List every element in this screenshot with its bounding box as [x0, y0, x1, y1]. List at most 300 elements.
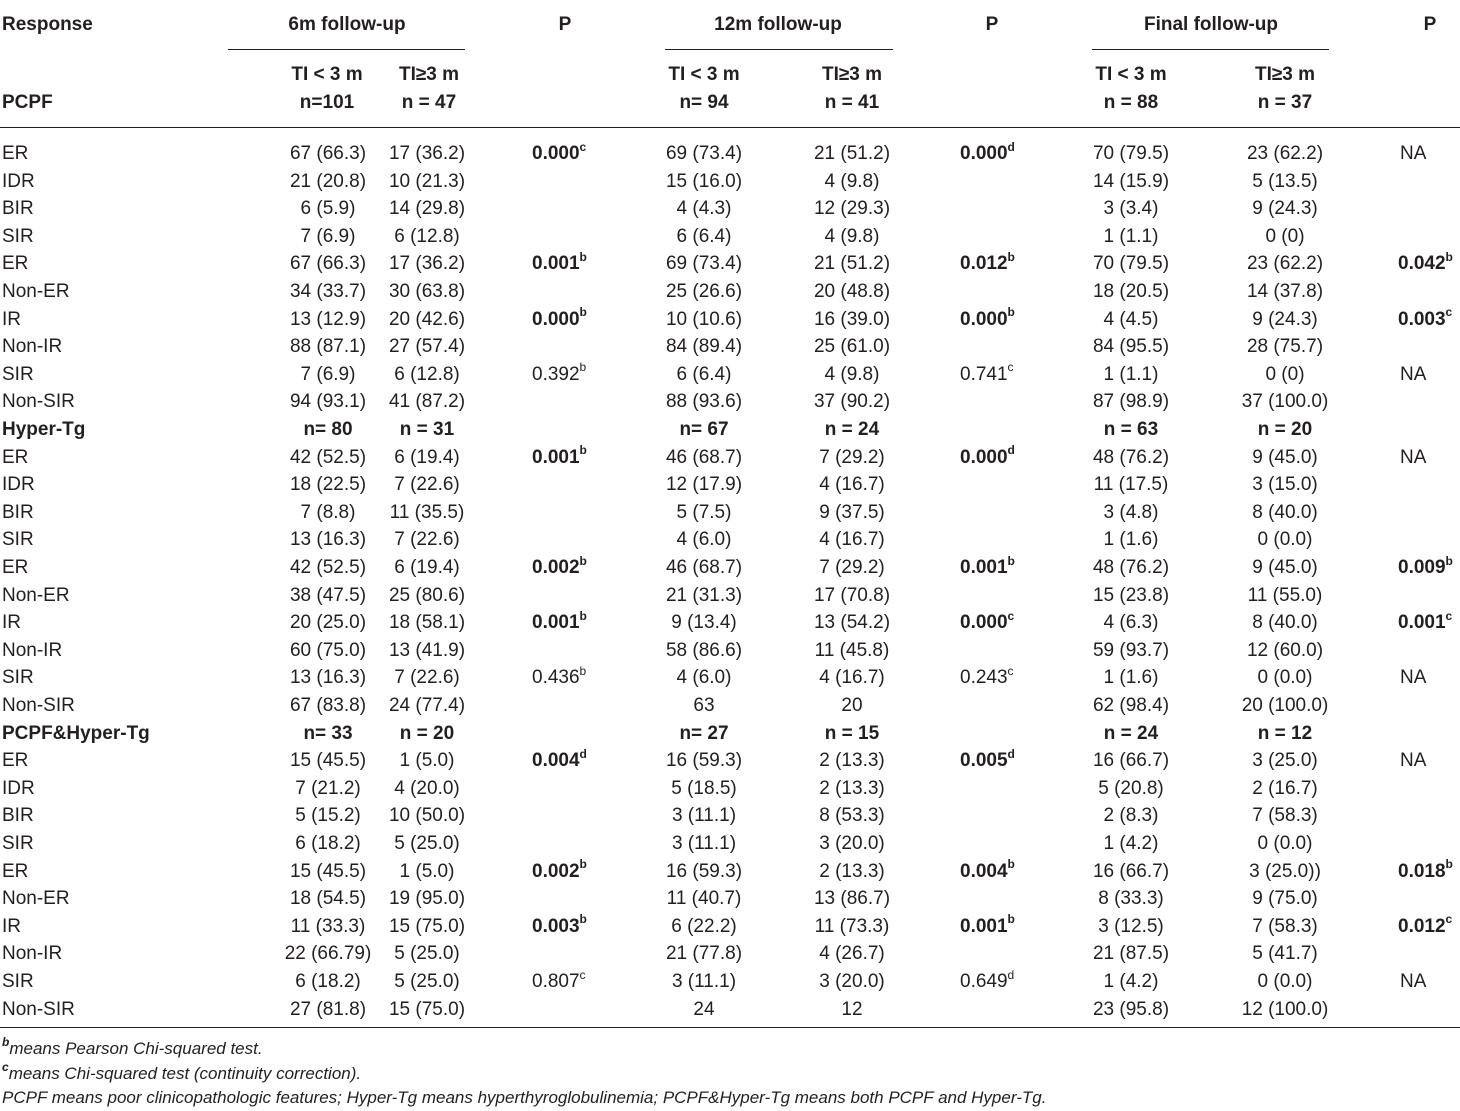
value-cell: 2 (13.3): [819, 750, 885, 772]
table-row: [0, 361, 1460, 389]
value-cell: 3 (11.1): [671, 971, 737, 992]
row-label: ER: [2, 253, 29, 275]
value-cell: 18 (54.5): [289, 888, 367, 910]
value-cell: 21 (20.8): [289, 170, 367, 192]
p-value-cell: [960, 250, 1015, 278]
value-cell: 1 (1.6): [1103, 529, 1159, 551]
value-cell: 8 (40.0): [1252, 501, 1318, 523]
group-n-cell: n = 63: [1103, 419, 1159, 440]
p-value: 0.000: [960, 446, 1008, 468]
table-row: [0, 471, 1460, 499]
value-cell: 41 (87.2): [388, 391, 466, 413]
value-cell: 9 (45.0): [1252, 446, 1318, 468]
p-value: 0.001: [960, 557, 1008, 578]
p-value-test-mark: b: [579, 857, 587, 872]
header-final-follow-up: Final follow-up: [1143, 14, 1279, 35]
value-cell: 5 (25.0): [394, 971, 460, 992]
p-value: 0.005: [960, 750, 1008, 772]
rule-12m: [665, 49, 893, 50]
p-value: 0.000: [960, 612, 1008, 634]
value-cell: 37 (90.2): [813, 391, 891, 413]
value-cell: 88 (93.6): [665, 391, 743, 413]
p-value-cell: [1398, 250, 1453, 278]
n-pcpf-lt-6m: n=101: [299, 92, 355, 113]
p-value-test-mark: b: [1007, 553, 1015, 568]
p-value-cell: [960, 913, 1015, 941]
value-cell: 70 (79.5): [1092, 143, 1170, 164]
table-row: [0, 250, 1460, 278]
value-cell: 20: [841, 695, 863, 716]
n-pcpf-lt-final: n = 88: [1103, 92, 1159, 113]
group-n-cell: n = 20: [1257, 419, 1313, 440]
row-label: SIR: [2, 225, 34, 247]
header-p-final: P: [1423, 14, 1437, 35]
value-cell: 4 (9.8): [824, 170, 880, 192]
footnote-c-mark: c: [2, 1060, 9, 1075]
row-label: IR: [2, 612, 21, 634]
p-value-test-mark: c: [1445, 608, 1453, 623]
value-cell: 15 (23.8): [1092, 584, 1170, 606]
p-value-cell: [532, 968, 586, 996]
n-pcpf-lt-12m: n= 94: [679, 92, 729, 113]
value-cell: 42 (52.5): [289, 446, 367, 468]
value-cell: 10 (10.6): [665, 308, 743, 330]
p-value-test-mark: b: [1445, 857, 1453, 872]
value-cell: 8 (33.3): [1098, 888, 1164, 910]
value-cell: 7 (58.3): [1252, 915, 1318, 937]
value-cell: 7 (6.9): [300, 363, 356, 385]
value-cell: 11 (35.5): [389, 501, 465, 523]
p-value-test-mark: b: [1007, 857, 1015, 872]
p-value-test-mark: b: [1007, 250, 1015, 265]
group-n-cell: n = 24: [824, 419, 880, 440]
value-cell: 11 (73.3): [814, 915, 890, 937]
value-cell: 23 (62.2): [1246, 143, 1324, 164]
row-label: Non-ER: [2, 584, 70, 606]
row-label: ER: [2, 446, 29, 468]
p-value-cell: [532, 361, 586, 389]
value-cell: 6 (19.4): [394, 446, 460, 468]
value-cell: 18 (22.5): [289, 474, 367, 496]
table-row: [0, 609, 1460, 637]
row-label: BIR: [2, 805, 34, 827]
value-cell: 25 (80.6): [388, 584, 466, 606]
header-12m-follow-up: 12m follow-up: [714, 14, 842, 35]
value-cell: 15 (16.0): [665, 170, 743, 192]
row-label: ER: [2, 860, 29, 882]
section-label: Hyper-Tg: [2, 419, 86, 440]
row-label: ER: [2, 143, 29, 164]
p-value-cell: [532, 554, 587, 582]
p-value-test-mark: b: [579, 360, 587, 375]
p-value-cell: [1398, 306, 1452, 334]
table-row: [0, 692, 1460, 720]
value-cell: 6 (18.2): [295, 833, 361, 854]
value-cell: 30 (63.8): [388, 281, 466, 302]
value-cell: 6 (19.4): [394, 557, 460, 578]
value-cell: 17 (70.8): [813, 584, 891, 606]
value-cell: 16 (59.3): [665, 860, 743, 882]
p-value: NA: [1400, 971, 1427, 992]
table-row: [0, 885, 1460, 913]
header-ti-lt-6m: TI < 3 m: [291, 64, 363, 85]
group-n-cell: n = 24: [1103, 722, 1159, 744]
section-label: PCPF&Hyper-Tg: [2, 722, 150, 744]
p-value: 0.004: [960, 860, 1008, 882]
table-row: [0, 195, 1460, 223]
p-value-test-mark: b: [579, 443, 587, 458]
p-value-cell: [532, 913, 587, 941]
table-row: [0, 664, 1460, 692]
table-row: [0, 333, 1460, 361]
value-cell: 2 (13.3): [819, 777, 885, 799]
value-cell: 3 (3.4): [1103, 198, 1159, 220]
table-row: [0, 940, 1460, 968]
table-row: [0, 223, 1460, 251]
value-cell: 13 (54.2): [813, 612, 891, 634]
value-cell: 5 (15.2): [295, 805, 361, 827]
p-value-cell: [1400, 140, 1426, 168]
table-row: [0, 858, 1460, 886]
p-value-test-mark: b: [579, 912, 587, 927]
row-label: Non-IR: [2, 639, 63, 661]
value-cell: 7 (22.6): [394, 667, 460, 689]
value-cell: 20 (42.6): [388, 308, 466, 330]
value-cell: 63: [693, 695, 715, 716]
value-cell: 20 (25.0): [289, 612, 367, 634]
table-row: [0, 388, 1460, 416]
row-label: IDR: [2, 777, 35, 799]
value-cell: 25 (61.0): [813, 336, 891, 358]
row-label: Non-SIR: [2, 391, 75, 413]
value-cell: 3 (15.0): [1252, 474, 1318, 496]
value-cell: 25 (26.6): [665, 281, 743, 302]
value-cell: 23 (62.2): [1246, 253, 1324, 275]
table-row: [0, 637, 1460, 665]
value-cell: 4 (4.3): [676, 198, 732, 220]
value-cell: 4 (6.0): [676, 667, 732, 689]
value-cell: 13 (16.3): [289, 667, 367, 689]
value-cell: 11 (40.7): [666, 888, 742, 910]
header-ti-lt-final: TI < 3 m: [1095, 64, 1167, 85]
value-cell: 2 (13.3): [819, 860, 885, 882]
table-row: [0, 775, 1460, 803]
p-value-test-mark: d: [1007, 139, 1015, 154]
value-cell: 27 (57.4): [388, 336, 466, 358]
p-value-cell: [1400, 968, 1426, 996]
p-value: 0.002: [532, 557, 580, 578]
p-value-test-mark: b: [1007, 305, 1015, 320]
value-cell: 4 (20.0): [394, 777, 460, 799]
p-value-cell: [960, 444, 1015, 472]
footnote-b: [2, 1035, 263, 1059]
p-value-cell: [532, 444, 587, 472]
value-cell: 42 (52.5): [289, 557, 367, 578]
value-cell: 14 (15.9): [1092, 170, 1170, 192]
p-value: 0.649: [960, 971, 1008, 992]
p-value-test-mark: c: [1445, 912, 1453, 927]
header-ti-ge-final: TI≥3 m: [1254, 64, 1316, 85]
value-cell: 11 (55.0): [1247, 584, 1323, 606]
value-cell: 8 (40.0): [1252, 612, 1318, 634]
value-cell: 5 (25.0): [394, 943, 460, 965]
value-cell: 10 (21.3): [388, 170, 466, 192]
value-cell: 17 (36.2): [388, 143, 466, 164]
row-label: IR: [2, 915, 21, 937]
p-value: 0.012: [1398, 915, 1446, 937]
n-pcpf-ge-6m: n = 47: [401, 92, 457, 113]
p-value-test-mark: b: [579, 664, 587, 679]
value-cell: 7 (58.3): [1252, 805, 1318, 827]
value-cell: 12 (17.9): [665, 474, 743, 496]
value-cell: 28 (75.7): [1246, 336, 1324, 358]
p-value-cell: [960, 858, 1015, 886]
value-cell: 48 (76.2): [1092, 446, 1170, 468]
row-label: Non-ER: [2, 281, 70, 302]
p-value-test-mark: c: [1445, 305, 1453, 320]
value-cell: 9 (24.3): [1252, 198, 1318, 220]
value-cell: 67 (66.3): [289, 143, 367, 164]
value-cell: 34 (33.7): [289, 281, 367, 302]
value-cell: 69 (73.4): [665, 253, 743, 275]
value-cell: 1 (4.2): [1103, 833, 1159, 854]
header-response: Response: [2, 14, 93, 35]
value-cell: 3 (20.0): [819, 833, 885, 854]
p-value-cell: [960, 664, 1014, 692]
value-cell: 58 (86.6): [665, 639, 743, 661]
p-value: NA: [1400, 143, 1427, 164]
p-value: 0.392: [532, 363, 580, 385]
value-cell: 9 (45.0): [1252, 557, 1318, 578]
p-value: 0.002: [532, 860, 580, 882]
value-cell: 3 (11.1): [671, 833, 737, 854]
p-value-cell: [960, 554, 1015, 582]
value-cell: 1 (1.1): [1103, 225, 1159, 247]
row-label: Non-ER: [2, 888, 70, 910]
n-pcpf-ge-12m: n = 41: [824, 92, 880, 113]
p-value: 0.042: [1398, 253, 1446, 275]
value-cell: 12 (29.3): [813, 198, 891, 220]
value-cell: 7 (29.2): [819, 446, 885, 468]
header-6m-follow-up: 6m follow-up: [288, 14, 406, 35]
value-cell: 4 (9.8): [824, 363, 880, 385]
table-row: [0, 444, 1460, 472]
value-cell: 11 (45.8): [814, 639, 890, 661]
row-label: Non-IR: [2, 336, 63, 358]
p-value-cell: [960, 968, 1014, 996]
value-cell: 21 (31.3): [665, 584, 743, 606]
table-row: [0, 747, 1460, 775]
row-label: SIR: [2, 667, 34, 689]
value-cell: 6 (12.8): [394, 363, 460, 385]
p-value-cell: [960, 361, 1014, 389]
p-value-cell: [1398, 554, 1453, 582]
value-cell: 6 (18.2): [295, 971, 361, 992]
p-value: 0.807: [532, 971, 580, 992]
header-ti-ge-12m: TI≥3 m: [821, 64, 883, 85]
row-label: IR: [2, 308, 21, 330]
p-value: 0.243: [960, 667, 1008, 689]
row-label: SIR: [2, 529, 34, 551]
p-value-cell: [532, 306, 587, 334]
value-cell: 4 (6.3): [1103, 612, 1159, 634]
table-row: [0, 278, 1460, 306]
value-cell: 16 (59.3): [665, 750, 743, 772]
group-n-cell: n = 12: [1257, 722, 1313, 744]
row-label: ER: [2, 557, 29, 578]
table-row: [0, 802, 1460, 830]
table-row: [0, 416, 1460, 444]
table-row: [0, 168, 1460, 196]
value-cell: 4 (16.7): [819, 529, 885, 551]
table-row: [0, 996, 1460, 1024]
footnote-c: [2, 1060, 362, 1084]
p-value-test-mark: b: [1445, 250, 1453, 265]
value-cell: 3 (25.0): [1252, 750, 1318, 772]
p-value: 0.741: [960, 363, 1008, 385]
p-value-cell: [1400, 747, 1426, 775]
value-cell: 67 (83.8): [289, 695, 367, 716]
value-cell: 9 (13.4): [671, 612, 737, 634]
value-cell: 1 (5.0): [399, 860, 455, 882]
value-cell: 3 (20.0): [819, 971, 885, 992]
value-cell: 18 (20.5): [1092, 281, 1170, 302]
p-value: 0.000: [960, 143, 1008, 164]
p-value: 0.004: [532, 750, 580, 772]
value-cell: 84 (95.5): [1092, 336, 1170, 358]
p-value-cell: [1400, 444, 1426, 472]
header-p-6m: P: [558, 14, 572, 35]
p-value-test-mark: b: [1445, 553, 1453, 568]
value-cell: 59 (93.7): [1092, 639, 1170, 661]
value-cell: 84 (89.4): [665, 336, 743, 358]
value-cell: 5 (7.5): [676, 501, 732, 523]
rule-table-bottom: [0, 1027, 1460, 1028]
p-value-test-mark: b: [579, 553, 587, 568]
value-cell: 7 (8.8): [300, 501, 356, 523]
table-row: [0, 968, 1460, 996]
p-value: 0.001: [532, 612, 580, 634]
value-cell: 0 (0.0): [1257, 971, 1313, 992]
p-value: 0.018: [1398, 860, 1446, 882]
value-cell: 1 (5.0): [399, 750, 455, 772]
row-label: BIR: [2, 501, 34, 523]
value-cell: 46 (68.7): [665, 557, 743, 578]
p-value-test-mark: d: [1007, 746, 1015, 761]
p-value-test-mark: d: [1007, 967, 1015, 982]
p-value: 0.000: [960, 308, 1008, 330]
value-cell: 38 (47.5): [289, 584, 367, 606]
value-cell: 21 (77.8): [665, 943, 743, 965]
p-value-test-mark: c: [579, 139, 587, 154]
value-cell: 2 (16.7): [1252, 777, 1318, 799]
p-value-test-mark: b: [579, 608, 587, 623]
p-value: 0.000: [532, 308, 580, 330]
p-value: 0.001: [532, 253, 580, 275]
value-cell: 3 (25.0)): [1249, 860, 1321, 882]
value-cell: 18 (58.1): [388, 612, 466, 634]
value-cell: 15 (75.0): [388, 998, 466, 1020]
row-label: SIR: [2, 971, 34, 992]
value-cell: 1 (4.2): [1103, 971, 1159, 992]
row-label: IDR: [2, 474, 35, 496]
value-cell: 60 (75.0): [289, 639, 367, 661]
p-value-cell: [1398, 609, 1452, 637]
group-n-cell: n= 67: [679, 419, 729, 440]
table-row: [0, 830, 1460, 858]
group-n-cell: n= 33: [303, 722, 353, 744]
value-cell: 7 (21.2): [295, 777, 361, 799]
rule-6m: [228, 49, 465, 50]
table-row: [0, 720, 1460, 748]
value-cell: 24 (77.4): [388, 695, 466, 716]
value-cell: 12 (100.0): [1241, 998, 1329, 1020]
p-value-cell: [532, 664, 586, 692]
value-cell: 0 (0.0): [1257, 529, 1313, 551]
value-cell: 6 (5.9): [300, 198, 356, 220]
value-cell: 4 (9.8): [824, 225, 880, 247]
p-value-cell: [1398, 858, 1453, 886]
value-cell: 94 (93.1): [289, 391, 367, 413]
group-n-cell: n= 80: [303, 419, 353, 440]
p-value-test-mark: c: [579, 967, 586, 982]
value-cell: 6 (6.4): [676, 225, 732, 247]
value-cell: 5 (20.8): [1098, 777, 1164, 799]
header-ti-ge-6m: TI≥3 m: [398, 64, 460, 85]
value-cell: 21 (87.5): [1092, 943, 1170, 965]
group-n-cell: n= 27: [679, 722, 729, 744]
group-n-cell: n = 20: [399, 722, 455, 744]
value-cell: 69 (73.4): [665, 143, 743, 164]
value-cell: 2 (8.3): [1103, 805, 1159, 827]
p-value-test-mark: c: [1007, 664, 1014, 679]
p-value: 0.003: [1398, 308, 1446, 330]
value-cell: 27 (81.8): [289, 998, 367, 1020]
value-cell: 1 (1.6): [1103, 667, 1159, 689]
value-cell: 3 (4.8): [1103, 501, 1159, 523]
rule-header-bottom: [0, 127, 1460, 128]
value-cell: 3 (12.5): [1098, 915, 1164, 937]
p-value-test-mark: d: [579, 746, 587, 761]
value-cell: 3 (11.1): [671, 805, 737, 827]
value-cell: 37 (100.0): [1241, 391, 1329, 413]
p-value-test-mark: c: [1007, 360, 1014, 375]
group-n-cell: n = 31: [399, 419, 455, 440]
value-cell: 13 (16.3): [289, 529, 367, 551]
footnote-b-text: means Pearson Chi-squared test.: [9, 1039, 263, 1058]
value-cell: 12: [841, 998, 863, 1020]
value-cell: 4 (16.7): [819, 474, 885, 496]
p-value: 0.003: [532, 915, 580, 937]
p-value-cell: [532, 609, 587, 637]
value-cell: 7 (6.9): [300, 225, 356, 247]
value-cell: 6 (22.2): [671, 915, 737, 937]
row-label: BIR: [2, 198, 34, 220]
p-value-cell: [532, 250, 587, 278]
table-row: [0, 554, 1460, 582]
value-cell: 46 (68.7): [665, 446, 743, 468]
value-cell: 21 (51.2): [813, 143, 891, 164]
table-row: [0, 526, 1460, 554]
table-row: [0, 140, 1460, 168]
value-cell: 48 (76.2): [1092, 557, 1170, 578]
header-p-12m: P: [985, 14, 999, 35]
row-label: SIR: [2, 833, 34, 854]
p-value-cell: [960, 609, 1014, 637]
p-value-cell: [960, 140, 1015, 168]
value-cell: 7 (22.6): [394, 529, 460, 551]
value-cell: 0 (0.0): [1257, 667, 1313, 689]
